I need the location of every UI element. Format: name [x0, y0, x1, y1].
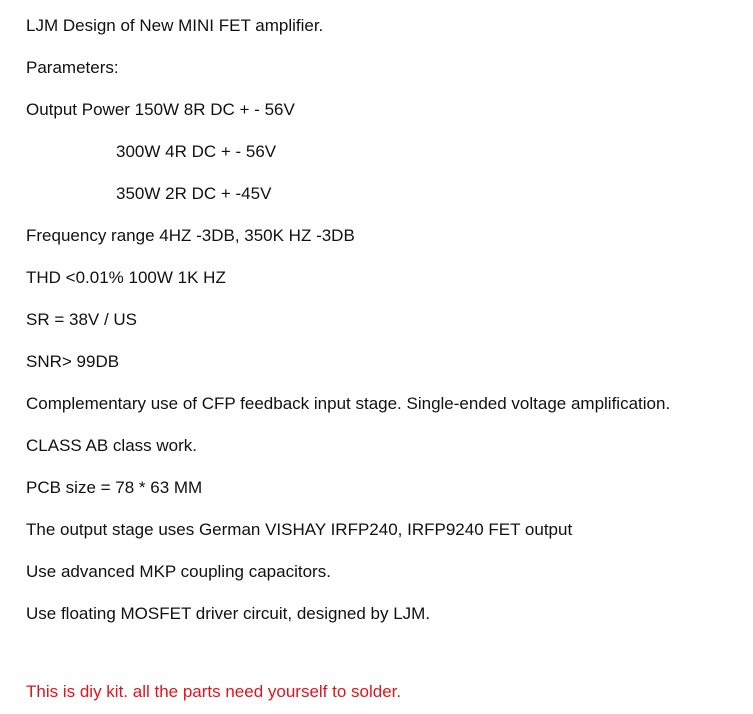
diy-kit-notice: This is diy kit. all the parts need yourself to solder.: [26, 682, 402, 701]
output-power-8r: Output Power 150W 8R DC + - 56V: [26, 100, 295, 119]
document-title: LJM Design of New MINI FET amplifier.: [26, 16, 324, 35]
parameters-heading: Parameters:: [26, 58, 119, 77]
output-stage-description: The output stage uses German VISHAY IRFP240, IRFP9240 FET output: [26, 520, 573, 539]
slew-rate-spec: SR = 38V / US: [26, 310, 138, 329]
snr-spec: SNR> 99DB: [26, 352, 120, 371]
frequency-range: Frequency range 4HZ -3DB, 350K HZ -3DB: [26, 226, 355, 245]
capacitors-description: Use advanced MKP coupling capacitors.: [26, 562, 331, 581]
thd-spec: THD <0.01% 100W 1K HZ: [26, 268, 226, 287]
amplifier-class: CLASS AB class work.: [26, 436, 198, 455]
output-power-2r: 350W 2R DC + -45V: [116, 184, 272, 203]
driver-description: Use floating MOSFET driver circuit, designed by LJM.: [26, 604, 431, 623]
pcb-size: PCB size = 78 * 63 MM: [26, 478, 203, 497]
input-stage-description: Complementary use of CFP feedback input stage. Single-ended voltage amplification.: [26, 394, 671, 413]
output-power-4r: 300W 4R DC + - 56V: [116, 142, 277, 161]
